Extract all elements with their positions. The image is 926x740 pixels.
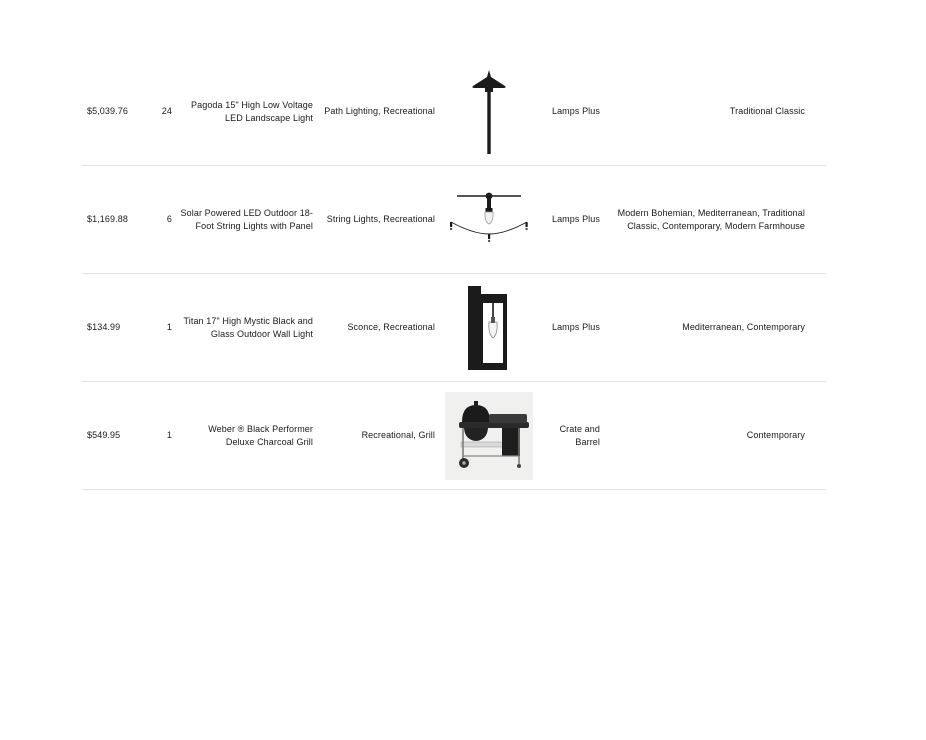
- product-name-cell: [178, 58, 313, 165]
- category: Recreational, Grill: [361, 430, 435, 440]
- quantity-cell: 6: [166, 214, 172, 224]
- price-cell: $1,169.88: [87, 214, 128, 224]
- table-row: [82, 166, 826, 274]
- style: Traditional Classic: [729, 106, 805, 116]
- vendor: Lamps Plus: [551, 214, 600, 224]
- product-image-cell: [445, 382, 533, 489]
- category-cell: [318, 382, 435, 489]
- product-name-cell: [178, 274, 313, 381]
- wall-sconce-icon[interactable]: [445, 284, 533, 372]
- vendor-cell: [542, 58, 600, 165]
- style: Contemporary: [746, 430, 805, 440]
- style-cell: [610, 274, 805, 381]
- charcoal-grill-icon[interactable]: [445, 392, 533, 480]
- vendor: Lamps Plus: [551, 106, 600, 116]
- style: Modern Bohemian, Mediterranean, Traditional Classic, Contemporary, Modern Farmhouse: [617, 207, 805, 231]
- string-lights-icon[interactable]: [445, 176, 533, 264]
- vendor-cell: [542, 382, 600, 489]
- quantity-cell: 24: [161, 106, 172, 116]
- product-table: [82, 58, 826, 490]
- quantity-cell: 1: [166, 322, 172, 332]
- product-name: Titan 17" High Mystic Black and Glass Outdoor Wall Light: [183, 315, 313, 339]
- vendor: Crate and Barrel: [559, 423, 600, 447]
- product-image-cell: [445, 166, 533, 273]
- quantity-cell: 1: [166, 430, 172, 440]
- style: Mediterranean, Contemporary: [682, 322, 805, 332]
- style-cell: [610, 382, 805, 489]
- product-name: Solar Powered LED Outdoor 18-Foot String Lights with Panel: [180, 207, 313, 231]
- category-cell: [318, 274, 435, 381]
- product-image-cell: [445, 58, 533, 165]
- price-cell: $134.99: [87, 322, 121, 332]
- product-name: Pagoda 15" High Low Voltage LED Landscape Light: [191, 99, 313, 123]
- product-name-cell: [178, 382, 313, 489]
- product-name: Weber ® Black Performer Deluxe Charcoal Grill: [208, 423, 313, 447]
- category-cell: [318, 58, 435, 165]
- style-cell: [610, 58, 805, 165]
- product-image-cell: [445, 274, 533, 381]
- vendor-cell: [542, 274, 600, 381]
- table-row: [82, 58, 826, 166]
- price-cell: $5,039.76: [87, 106, 128, 116]
- category: Sconce, Recreational: [347, 322, 435, 332]
- product-name-cell: [178, 166, 313, 273]
- category: String Lights, Recreational: [326, 214, 435, 224]
- category: Path Lighting, Recreational: [324, 106, 435, 116]
- table-row: [82, 274, 826, 382]
- price-cell: $549.95: [87, 430, 121, 440]
- vendor: Lamps Plus: [551, 322, 600, 332]
- vendor-cell: [542, 166, 600, 273]
- category-cell: [318, 166, 435, 273]
- path-light-icon[interactable]: [445, 68, 533, 156]
- table-row: [82, 382, 826, 490]
- style-cell: [610, 166, 805, 273]
